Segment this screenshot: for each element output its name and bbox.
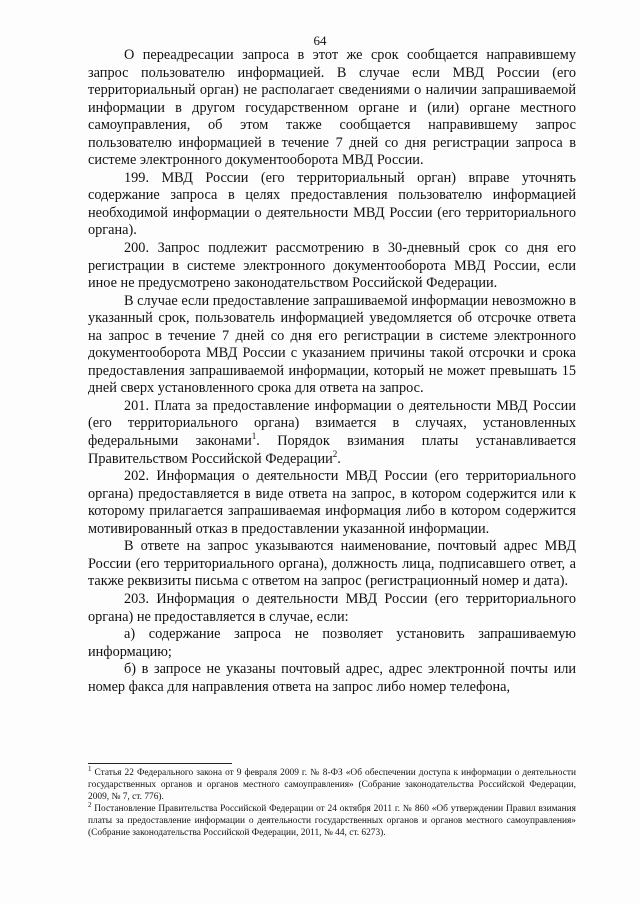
footnote-2-text: Постановление Правительства Российской Федерации от 24 октября 2011 г. № 860 «Об утверждении Правил взимания платы за предоставление информации о деятельности государственных органов и органов местного самоуправления» (Собрание законодательства Российской Федерации, 2011, № 44, ст. 6273). (88, 804, 576, 838)
paragraph-202: 202. Информация о деятельности МВД России (его территориального органа) предоставляется в виде ответа на запрос, в котором содержится или к которому прилагается запрашиваемая информация либо в котором содержится мотивированный отказ в предоставлении указанной информации. (88, 468, 576, 537)
paragraph-201 (88, 398, 576, 468)
paragraph-response-details: В ответе на запрос указываются наименование, почтовый адрес МВД России (его территориального органа), должность лица, подписавшего ответ, а также реквизиты письма с ответом на запрос (регистрационный номер и дата). (88, 538, 576, 590)
paragraph-201-text-b: . Порядок взимания платы устанавливается Правительством Российской Федерации (88, 433, 577, 467)
paragraph-redirect-notice: О переадресации запроса в этот же срок сообщается направившему запрос пользователю информацией. В случае если МВД России (его территориальный орган) не располагает сведениями о наличии запрашиваемой информации в другом государственном органе и (или) органе местного самоуправления, об этом также сообщается направившему запрос пользователю информацией в течение 7 дней со дня регистрации запроса в системе электронного документооборота МВД России. (88, 47, 576, 169)
footnote-ref-2: 2 (332, 448, 338, 459)
paragraph-203: 203. Информация о деятельности МВД России (его территориального органа) не предоставляется в случае, если: (88, 590, 576, 625)
paragraph-203-a: а) содержание запроса не позволяет установить запрашиваемую информацию; (88, 626, 576, 660)
paragraph-199: 199. МВД России (его территориальный орган) вправе уточнять содержание запроса в целях предоставления пользователю информацией необходимой информации о деятельности МВД России (его территориального органа). (88, 169, 576, 239)
paragraph-deferral: В случае если предоставление запрашиваемой информации невозможно в указанный срок, пользователь информацией уведомляется об отсрочке ответа на запрос в течение 7 дней со дня его регистрации в системе электронного документооборота МВД России с указанием причины такой отсрочки и срока предоставления запрашиваемой информации, который не может превышать 15 дней сверх установленного срока для ответа на запрос. (88, 292, 576, 397)
paragraph-201-text-c: . (337, 450, 341, 467)
main-text (88, 47, 576, 696)
paragraph-201-text-a: 201. Плата за предоставление информации о деятельности МВД России (его территориального органа) взимается в случаях, установленных федеральными законами (88, 397, 576, 450)
footnotes (88, 764, 576, 839)
footnote-1 (88, 764, 576, 803)
footnote-1-text: Статья 22 Федерального закона от 9 февраля 2009 г. № 8-ФЗ «Об обеспечении доступа к информации о деятельности государственных органов и органов местного самоуправления» (Собрание законодательства Российской Федерации, 2009, № 7, ст. 776). (88, 768, 576, 802)
paragraph-200: 200. Запрос подлежит рассмотрению в 30-дневный срок со дня его регистрации в системе электронного документооборота МВД России, если иное не предусмотрено законодательством Российской Федерации. (88, 240, 576, 292)
footnote-mark-2: 2 (88, 800, 92, 809)
footnote-divider (88, 763, 232, 764)
footnote-ref-1: 1 (251, 431, 257, 442)
page-number: 64 (313, 33, 327, 48)
footnote-2 (88, 800, 576, 839)
footnote-mark-1: 1 (88, 764, 92, 773)
paragraph-203-b: б) в запросе не указаны почтовый адрес, адрес электронной почты или номер факса для направления ответа на запрос либо номер телефона, (88, 661, 576, 695)
